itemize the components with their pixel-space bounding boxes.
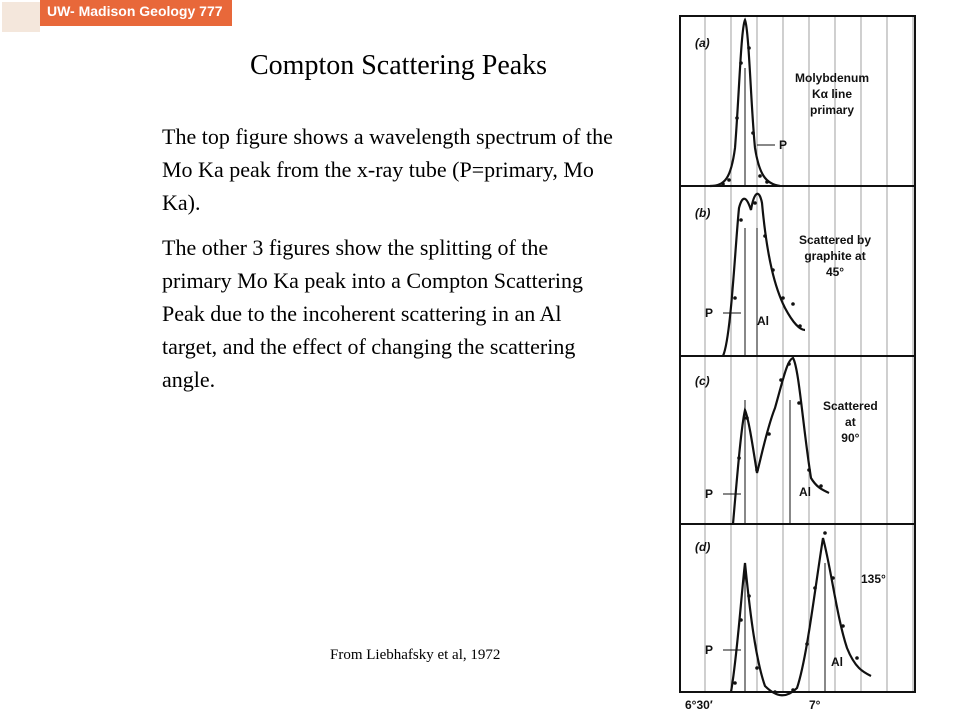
panel-b-primary-label: P [705,306,714,320]
panel-c-caption: Scattered at 90° [823,399,878,445]
panel-d-points [733,531,859,694]
panel-d-al-label: Al [831,655,843,669]
course-logo [0,0,232,34]
panel-c-al-label: Al [799,485,811,499]
paragraph-top-figure: The top figure shows a wavelength spectrum of the Mo Ka peak from the x-ray tube (P=primary, Mo Ka). [162,124,613,215]
panel-c-primary-label: P [705,487,714,501]
panel-c-points [737,362,823,488]
x-tick-label: 7° [809,698,821,712]
panel-b-caption: Scattered by graphite at 45° [799,233,872,279]
panel-b-curve [723,194,805,356]
panel-a-letter: (a) [695,36,710,50]
panel-b-letter: (b) [695,206,711,220]
panel-d-caption: 135° [861,572,886,586]
panel-c-letter: (c) [695,374,710,388]
panel-b-points [733,201,802,328]
compton-scattering-figure [665,8,925,720]
figure-credit: From Liebhafsky et al, 1972 [330,647,501,663]
panel-b-frame [680,186,915,356]
logo-text: UW- Madison Geology 777 [47,3,223,19]
x-tick-label: 6°30′ [685,698,713,712]
panel-d-primary-label: P [705,643,714,657]
paragraph-other-figures: The other 3 figures show the splitting of the primary Mo Ka peak into a Compton Scattering Peak due to the incoherent scattering in an Al target, and the effect of changing the scattering angle. [162,235,583,392]
panel-a-primary-label: P [779,138,788,152]
panel-d-curve [731,538,871,695]
panel-d-letter: (d) [695,540,711,554]
panel-a-caption: Molybdenum Kα line primary [795,71,869,117]
badger-mascot-icon [2,2,40,32]
panel-d-frame [680,524,915,692]
slide-title: Compton Scattering Peaks [250,50,548,81]
panel-b-al-label: Al [757,314,769,328]
panel-c-curve [733,358,829,524]
